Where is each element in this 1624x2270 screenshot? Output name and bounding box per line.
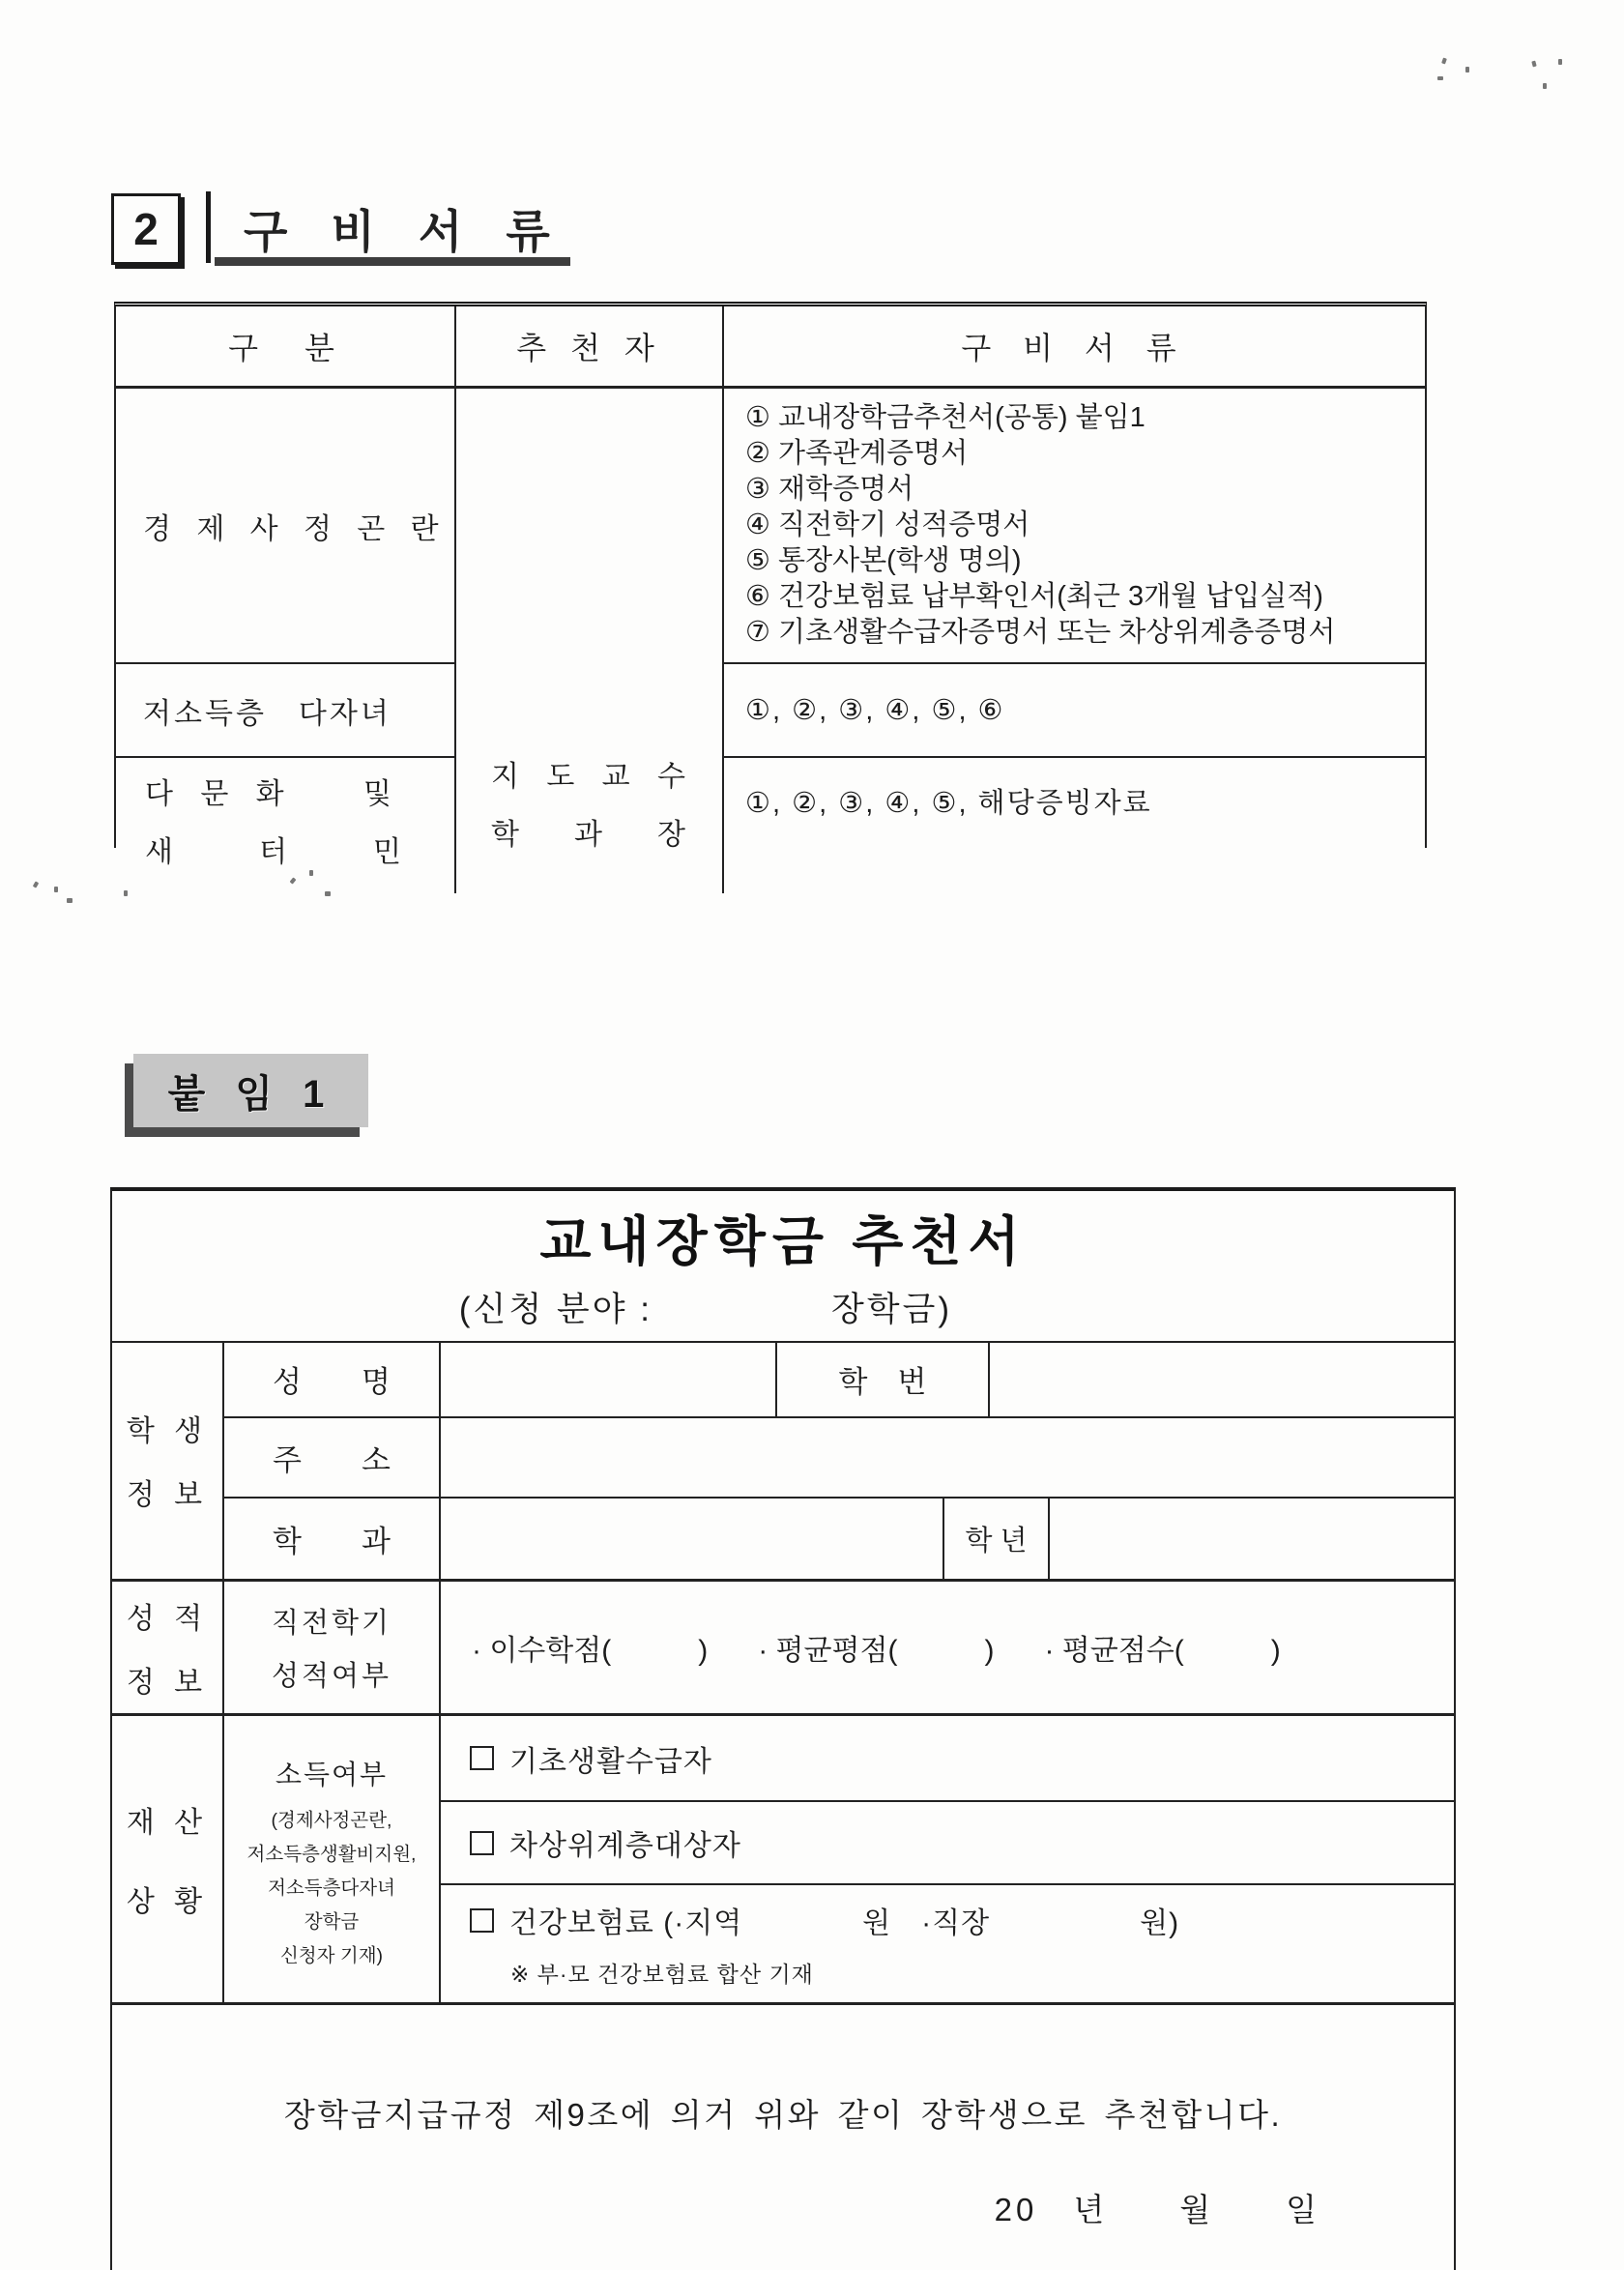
- recommender-text: 과: [574, 819, 602, 851]
- section-label-line: 재 산: [126, 1807, 209, 1839]
- document-item: ⑤ 통장사본(학생 명의): [745, 545, 1022, 576]
- scan-speck: [33, 881, 39, 888]
- basic-livelihood-row: [441, 1716, 1456, 1800]
- document-item: ⑥ 건강보험료 납부확인서(최근 3개월 납입실적): [745, 581, 1323, 612]
- document-item: ④ 직전학기 성적증명서: [745, 509, 1030, 540]
- grade-fields: [441, 1582, 1456, 1713]
- section-grade-info: [112, 1582, 222, 1713]
- table-line: [112, 2002, 1454, 2005]
- section-label-line: 정 보: [126, 1479, 209, 1511]
- recommender-text: 지: [491, 761, 519, 793]
- name-input-cell: [441, 1341, 775, 1416]
- income-label-sub: (경제사정곤란,: [271, 1809, 392, 1831]
- column-header-category: 구 분: [116, 306, 456, 389]
- category-line: [145, 770, 401, 812]
- recommender-text: 도: [546, 761, 575, 793]
- recommendation-statement: 장학금지급규정 제9조에 의거 위와 같이 장학생으로 추천합니다.: [283, 2097, 1283, 2133]
- credits-field: · 이수학점( ): [472, 1635, 709, 1667]
- dept-input-cell: [441, 1499, 942, 1579]
- near-poverty-row: [441, 1802, 1456, 1883]
- application-field-blank: [652, 1283, 831, 1331]
- student-no-input-cell: [990, 1341, 1456, 1416]
- column-header-recommender: 추 천 자: [456, 306, 724, 389]
- recommender-line: [491, 752, 685, 795]
- attachment-1-badge: 붙 임 1: [133, 1054, 368, 1127]
- recommender-text: 수: [656, 761, 685, 793]
- section-asset-info: [112, 1716, 222, 2002]
- row-multicultural-category: [116, 758, 456, 893]
- section-label-line: 상 황: [126, 1886, 209, 1918]
- subtitle-suffix: 장학금): [830, 1291, 953, 1328]
- section-title-bar: [206, 191, 211, 263]
- category-text: 및: [363, 778, 401, 810]
- health-insurance-checkbox: [470, 1908, 494, 1933]
- health-insurance-line: [470, 1899, 1179, 1941]
- scan-speck: [67, 898, 72, 903]
- address-label: 주 소: [273, 1443, 391, 1477]
- health-insurance-label: 건강보험료 (·지역 원 ·직장 원): [509, 1907, 1180, 1939]
- document-item: ② 가족관계증명서: [745, 438, 969, 469]
- dept-label: 학 과: [273, 1525, 391, 1558]
- category-text: 터: [259, 836, 287, 868]
- category-text: 민: [373, 836, 401, 868]
- score-field: · 평균점수( ): [1044, 1635, 1281, 1667]
- scan-speck: [1543, 83, 1547, 89]
- column-header-documents: 구 비 서 류: [724, 306, 1425, 389]
- income-label-main: 소득여부: [275, 1759, 389, 1790]
- recommender-line: [491, 810, 685, 853]
- grade-row-label: [224, 1582, 439, 1713]
- row-low-income-category: 저소득층 다자녀: [116, 664, 456, 758]
- section-title: 구 비 서 류: [244, 206, 566, 257]
- recommender-text: 학: [491, 819, 519, 851]
- category-text: 다 문 화: [145, 778, 294, 810]
- income-label-sub: 저소득층다자녀: [268, 1877, 395, 1899]
- scan-speck: [1465, 67, 1469, 73]
- document-item: ① 교내장학금추천서(공통) 붙임1: [745, 402, 1146, 433]
- year-input-cell: [1050, 1499, 1456, 1579]
- income-label-sub: 장학금: [304, 1910, 360, 1933]
- section-number-box: [111, 193, 181, 265]
- document-item: ⑦ 기초생활수급자증명서 또는 차상위계층증명서: [745, 617, 1336, 648]
- name-label: 성 명: [273, 1364, 391, 1399]
- document-item: ③ 재학증명서: [745, 474, 914, 505]
- row-economic-documents: [724, 389, 1425, 664]
- income-label-sub: 신청자 기재): [279, 1944, 384, 1966]
- basic-livelihood-label: 기초생활수급자: [509, 1745, 712, 1778]
- near-poverty-checkbox: [470, 1831, 494, 1855]
- income-status-label: [224, 1716, 439, 2002]
- category-text: 새: [145, 836, 173, 868]
- address-input-cell: [441, 1418, 1456, 1497]
- scan-speck: [325, 891, 331, 896]
- recommender-text: 장: [657, 819, 685, 851]
- section-title-underline: [215, 257, 570, 266]
- scan-speck: [1531, 61, 1536, 68]
- section-number: 2: [133, 204, 159, 254]
- section-student-info: [112, 1341, 222, 1579]
- subtitle-prefix: (신청 분야 :: [458, 1291, 652, 1328]
- health-insurance-row: [441, 1885, 1456, 2002]
- scan-speck: [309, 870, 313, 876]
- scan-speck: [1437, 76, 1443, 80]
- section-label-line: 성 적: [126, 1603, 209, 1635]
- student-no-label: 학 번: [838, 1364, 927, 1399]
- scholarship-recommendation-form: [110, 1187, 1456, 2270]
- row-economic-category: 경 제 사 정 곤 란: [116, 389, 456, 664]
- row-low-income-documents: ①, ②, ③, ④, ⑤, ⑥: [724, 664, 1425, 758]
- date-line: 20 년 월 일: [994, 2192, 1320, 2227]
- grade-label-line: 직전학기: [271, 1608, 392, 1639]
- section-label-line: 정 보: [126, 1667, 209, 1699]
- grade-label-line: 성적여부: [271, 1661, 392, 1692]
- health-insurance-note: ※ 부·모 건강보험료 합산 기재: [510, 1962, 814, 1987]
- recommender-text: 교: [601, 761, 630, 793]
- scan-speck: [1441, 57, 1447, 64]
- gpa-field: · 평균평점( ): [758, 1635, 995, 1667]
- form-title: 교내장학금 추천서: [539, 1211, 1027, 1271]
- income-label-sub: 저소득층생활비지원,: [246, 1843, 417, 1865]
- basic-livelihood-checkbox: [470, 1746, 494, 1770]
- scan-speck: [124, 890, 128, 896]
- year-label: 학 년: [965, 1526, 1028, 1557]
- recommender-cell: [456, 389, 724, 893]
- form-subtitle: [35, 1283, 1377, 1331]
- scan-speck: [54, 887, 58, 892]
- row-multicultural-documents: ①, ②, ③, ④, ⑤, 해당증빙자료: [745, 788, 1152, 819]
- required-documents-table: [114, 302, 1427, 868]
- category-line: [145, 828, 401, 870]
- near-poverty-label: 차상위계층대상자: [509, 1830, 741, 1862]
- scan-speck: [1558, 59, 1562, 65]
- form-table: [112, 1341, 1454, 2002]
- section-label-line: 학 생: [126, 1415, 209, 1447]
